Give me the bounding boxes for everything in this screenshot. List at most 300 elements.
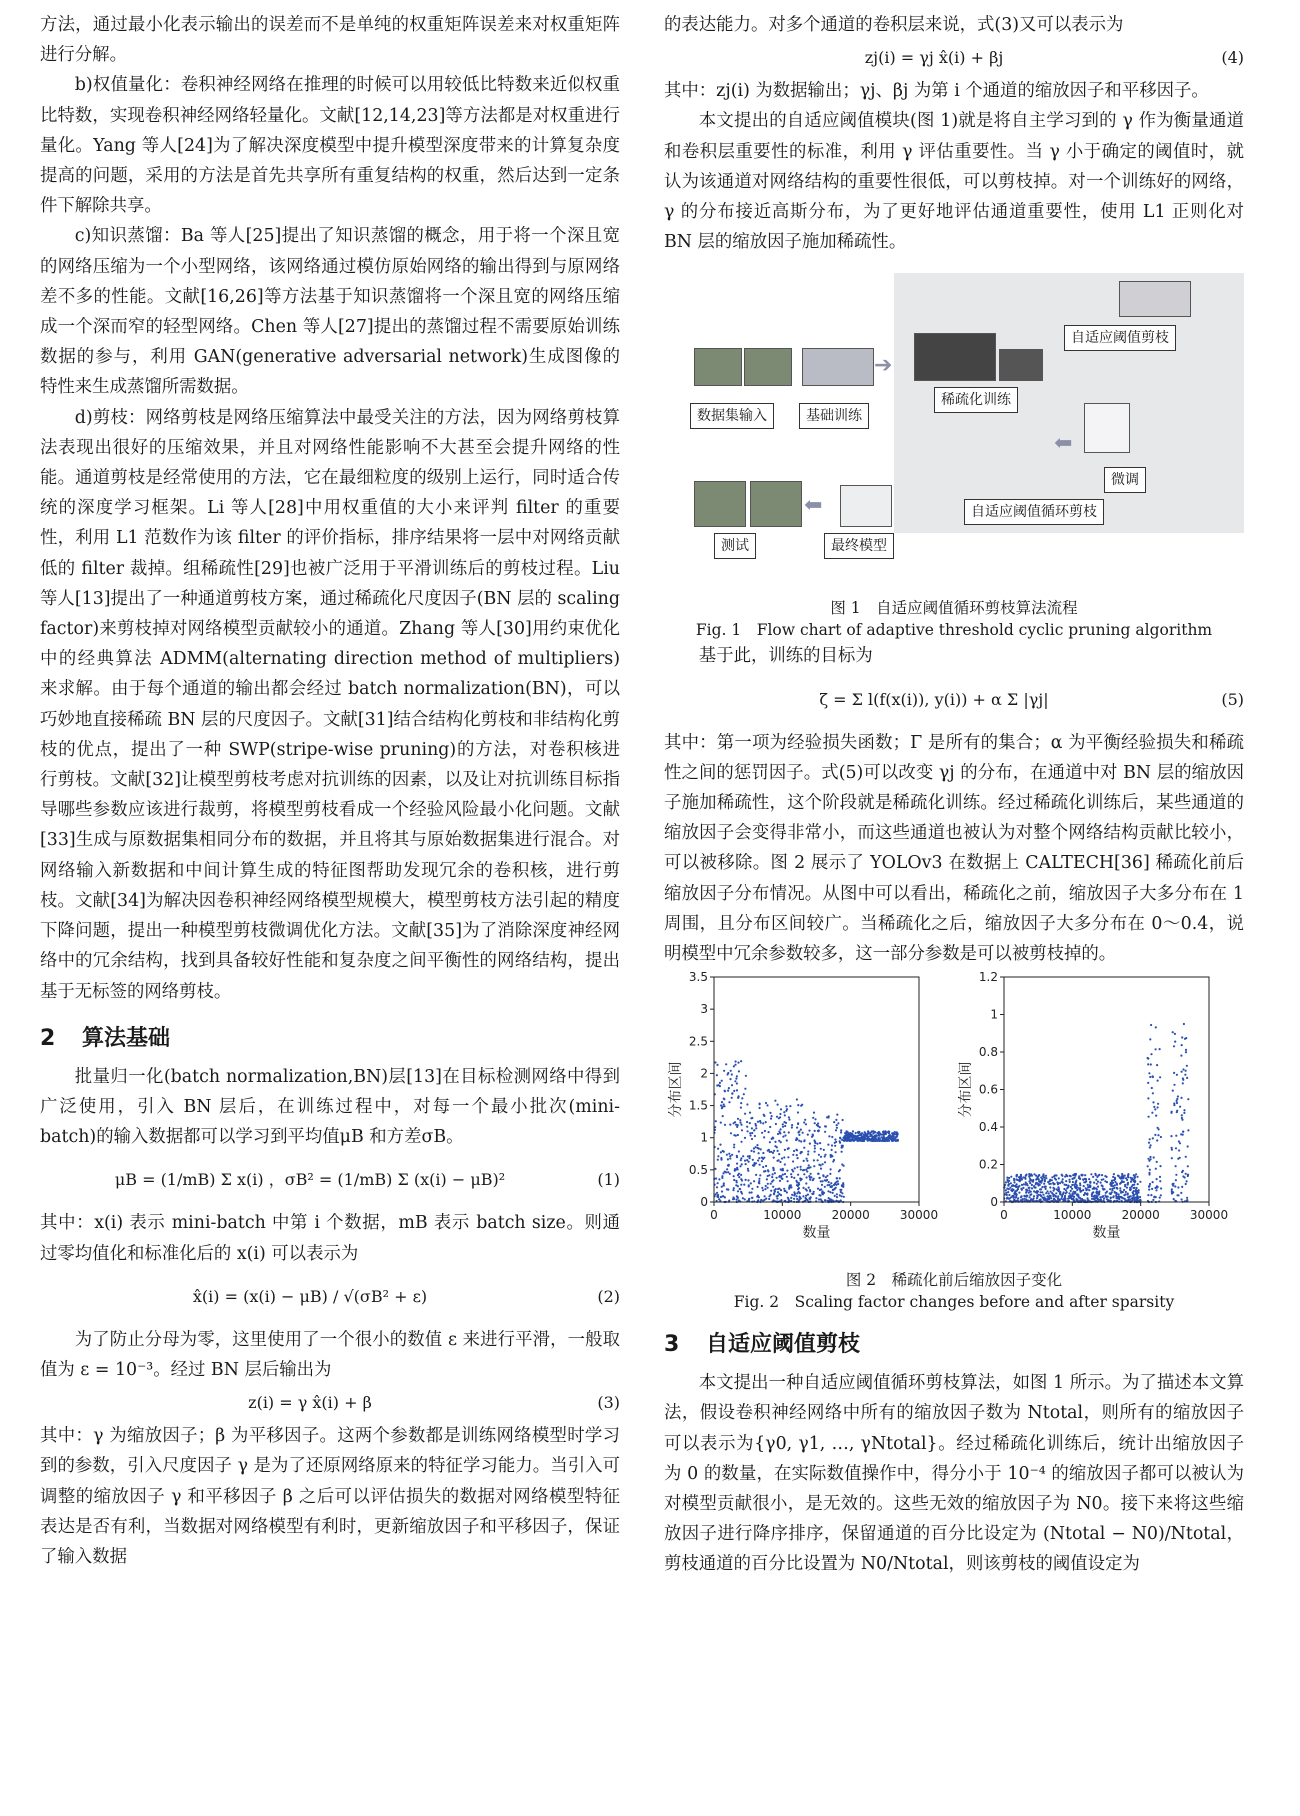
data-point bbox=[821, 1184, 823, 1186]
data-point bbox=[874, 1139, 876, 1141]
data-point bbox=[728, 1101, 730, 1103]
data-point bbox=[841, 1184, 843, 1186]
data-point bbox=[1181, 1037, 1183, 1039]
data-point bbox=[1072, 1194, 1074, 1196]
data-point bbox=[767, 1171, 769, 1173]
data-point bbox=[748, 1161, 750, 1163]
data-point bbox=[862, 1139, 864, 1141]
data-point bbox=[744, 1199, 746, 1201]
data-point bbox=[1025, 1198, 1027, 1200]
data-point bbox=[1045, 1188, 1047, 1190]
data-point bbox=[1150, 1053, 1152, 1055]
data-point bbox=[1159, 1165, 1161, 1167]
data-point bbox=[1147, 1057, 1149, 1059]
histogram-image bbox=[914, 333, 996, 381]
data-point bbox=[888, 1137, 890, 1139]
data-point bbox=[798, 1131, 800, 1133]
data-point bbox=[767, 1175, 769, 1177]
data-point bbox=[1045, 1192, 1047, 1194]
data-point bbox=[736, 1163, 738, 1165]
data-point bbox=[1058, 1190, 1060, 1192]
data-point bbox=[741, 1129, 743, 1131]
data-point bbox=[865, 1135, 867, 1137]
data-point bbox=[734, 1080, 736, 1082]
data-point bbox=[1177, 1096, 1179, 1098]
data-point bbox=[764, 1188, 766, 1190]
data-point bbox=[1150, 1024, 1152, 1026]
data-point bbox=[1087, 1198, 1089, 1200]
data-point bbox=[1080, 1174, 1082, 1176]
data-point bbox=[1148, 1174, 1150, 1176]
y-tick-label: 0.8 bbox=[978, 1045, 998, 1060]
data-point bbox=[796, 1154, 798, 1156]
data-point bbox=[737, 1174, 739, 1176]
data-point bbox=[1126, 1187, 1128, 1189]
data-point bbox=[777, 1195, 779, 1197]
data-point bbox=[1096, 1195, 1098, 1197]
data-point bbox=[763, 1157, 765, 1159]
figure-2-charts bbox=[664, 969, 1244, 1269]
data-point bbox=[776, 1198, 778, 1200]
data-point bbox=[857, 1131, 859, 1133]
paragraph: 本文提出的自适应阈值模块(图 1)就是将自主学习到的 γ 作为衡量通道和卷积层重要性的标准，利用 γ 评估重要性。当 γ 小于确定的阈值时，就认为该通道对网络结构的重要性很低，可以剪枝掉。对一个训练好的网络，γ 的分布接近高斯分布，为了更好地评估通道重要性，使用 L1 正则化对 BN 层的缩放因子施加稀疏性。 bbox=[664, 111, 1244, 253]
data-point bbox=[1017, 1197, 1019, 1199]
data-point bbox=[1132, 1197, 1134, 1199]
data-point bbox=[734, 1064, 736, 1066]
data-point bbox=[1149, 1076, 1151, 1078]
data-point bbox=[746, 1126, 748, 1128]
data-point bbox=[798, 1134, 800, 1136]
data-point bbox=[1133, 1190, 1135, 1192]
data-point bbox=[846, 1131, 848, 1133]
data-point bbox=[747, 1180, 749, 1182]
data-point bbox=[837, 1183, 839, 1185]
scatter-chart-after bbox=[954, 969, 1229, 1254]
data-point bbox=[792, 1161, 794, 1163]
dataset-image bbox=[694, 348, 742, 386]
data-point bbox=[742, 1155, 744, 1157]
data-point bbox=[1049, 1179, 1051, 1181]
data-point bbox=[1111, 1180, 1113, 1182]
data-point bbox=[730, 1070, 732, 1072]
data-point bbox=[883, 1136, 885, 1138]
data-point bbox=[1028, 1187, 1030, 1189]
data-point bbox=[1187, 1175, 1189, 1177]
data-point bbox=[1043, 1177, 1045, 1179]
data-point bbox=[814, 1118, 816, 1120]
data-point bbox=[779, 1175, 781, 1177]
figure-1-flowchart bbox=[664, 263, 1244, 593]
data-point bbox=[840, 1200, 842, 1202]
data-point bbox=[786, 1140, 788, 1142]
data-point bbox=[1186, 1077, 1188, 1079]
data-point bbox=[1041, 1180, 1043, 1182]
data-point bbox=[763, 1137, 765, 1139]
data-point bbox=[764, 1130, 766, 1132]
paragraph: 为了防止分母为零，这里使用了一个很小的数值 ε 来进行平滑，一般取值为 ε = 10⁻³。经过 BN 层后输出为 bbox=[40, 1329, 620, 1380]
data-point bbox=[727, 1159, 729, 1161]
data-point bbox=[774, 1191, 776, 1193]
data-point bbox=[751, 1197, 753, 1199]
data-point bbox=[1187, 1098, 1189, 1100]
data-point bbox=[1186, 1065, 1188, 1067]
data-point bbox=[1116, 1184, 1118, 1186]
data-point bbox=[758, 1148, 760, 1150]
data-point bbox=[765, 1165, 767, 1167]
data-point bbox=[767, 1187, 769, 1189]
data-point bbox=[819, 1189, 821, 1191]
data-point bbox=[744, 1160, 746, 1162]
data-point bbox=[1129, 1187, 1131, 1189]
data-point bbox=[822, 1180, 824, 1182]
data-point bbox=[1073, 1196, 1075, 1198]
data-point bbox=[1123, 1189, 1125, 1191]
data-point bbox=[783, 1111, 785, 1113]
data-point bbox=[754, 1135, 756, 1137]
data-point bbox=[1180, 1055, 1182, 1057]
data-point bbox=[817, 1159, 819, 1161]
data-point bbox=[829, 1200, 831, 1202]
data-point bbox=[758, 1152, 760, 1154]
data-point bbox=[1058, 1199, 1060, 1201]
test-image bbox=[694, 481, 746, 527]
data-point bbox=[768, 1131, 770, 1133]
data-point bbox=[717, 1159, 719, 1161]
data-point bbox=[770, 1183, 772, 1185]
data-point bbox=[1114, 1178, 1116, 1180]
data-point bbox=[852, 1136, 854, 1138]
data-point bbox=[1037, 1191, 1039, 1193]
data-point bbox=[774, 1141, 776, 1143]
data-point bbox=[732, 1189, 734, 1191]
data-point bbox=[798, 1140, 800, 1142]
data-point bbox=[879, 1138, 881, 1140]
data-point bbox=[753, 1180, 755, 1182]
data-point bbox=[744, 1113, 746, 1115]
data-point bbox=[1105, 1192, 1107, 1194]
data-point bbox=[823, 1149, 825, 1151]
y-tick-label: 3 bbox=[700, 1002, 708, 1017]
data-point bbox=[762, 1166, 764, 1168]
data-point bbox=[876, 1139, 878, 1141]
data-point bbox=[1180, 1192, 1182, 1194]
data-point bbox=[1156, 1178, 1158, 1180]
data-point bbox=[790, 1187, 792, 1189]
data-point bbox=[814, 1130, 816, 1132]
data-point bbox=[802, 1187, 804, 1189]
data-point bbox=[782, 1136, 784, 1138]
data-point bbox=[831, 1149, 833, 1151]
data-point bbox=[738, 1096, 740, 1098]
data-point bbox=[816, 1143, 818, 1145]
data-point bbox=[1093, 1196, 1095, 1198]
data-point bbox=[1185, 1173, 1187, 1175]
data-point bbox=[772, 1179, 774, 1181]
data-point bbox=[1182, 1079, 1184, 1081]
y-tick-label: 0 bbox=[700, 1195, 708, 1210]
data-point bbox=[1024, 1177, 1026, 1179]
data-point bbox=[851, 1134, 853, 1136]
arrow-left-icon: ⬅ bbox=[1054, 431, 1073, 457]
data-point bbox=[1076, 1194, 1078, 1196]
data-point bbox=[1085, 1187, 1087, 1189]
data-point bbox=[1159, 1048, 1161, 1050]
data-point bbox=[805, 1183, 807, 1185]
data-point bbox=[814, 1122, 816, 1124]
data-point bbox=[1037, 1176, 1039, 1178]
data-point bbox=[788, 1117, 790, 1119]
data-point bbox=[791, 1176, 793, 1178]
data-point bbox=[851, 1139, 853, 1141]
data-point bbox=[1150, 1064, 1152, 1066]
data-point bbox=[1159, 1180, 1161, 1182]
data-point bbox=[1175, 1165, 1177, 1167]
data-point bbox=[1029, 1175, 1031, 1177]
data-point bbox=[781, 1158, 783, 1160]
y-tick-label: 0.5 bbox=[688, 1163, 708, 1178]
data-point bbox=[1031, 1184, 1033, 1186]
data-point bbox=[733, 1187, 735, 1189]
data-point bbox=[1139, 1196, 1141, 1198]
data-point bbox=[721, 1175, 723, 1177]
data-point bbox=[749, 1157, 751, 1159]
data-point bbox=[842, 1119, 844, 1121]
data-point bbox=[1016, 1194, 1018, 1196]
data-point bbox=[1069, 1175, 1071, 1177]
equation bbox=[40, 1152, 620, 1208]
data-point bbox=[846, 1136, 848, 1138]
data-point bbox=[823, 1175, 825, 1177]
data-point bbox=[836, 1177, 838, 1179]
data-point bbox=[1174, 1033, 1176, 1035]
figure-2-caption-cn: 图 2 稀疏化前后缩放因子变化 bbox=[845, 1271, 1063, 1290]
data-point bbox=[741, 1098, 743, 1100]
data-point bbox=[733, 1146, 735, 1148]
data-point bbox=[1046, 1200, 1048, 1202]
data-point bbox=[729, 1155, 731, 1157]
data-point bbox=[1085, 1178, 1087, 1180]
data-point bbox=[793, 1177, 795, 1179]
data-point bbox=[1076, 1189, 1078, 1191]
data-point bbox=[835, 1182, 837, 1184]
data-point bbox=[1136, 1176, 1138, 1178]
data-point bbox=[1118, 1195, 1120, 1197]
data-point bbox=[1079, 1184, 1081, 1186]
data-point bbox=[740, 1159, 742, 1161]
data-point bbox=[861, 1132, 863, 1134]
data-point bbox=[759, 1175, 761, 1177]
data-point bbox=[727, 1090, 729, 1092]
data-point bbox=[1124, 1184, 1126, 1186]
base-training-box: 基础训练 bbox=[799, 403, 869, 429]
data-point bbox=[749, 1192, 751, 1194]
section-title: 算法基础 bbox=[82, 1025, 171, 1051]
data-point bbox=[792, 1154, 794, 1156]
data-point bbox=[1078, 1175, 1080, 1177]
data-point bbox=[1156, 1140, 1158, 1142]
data-point bbox=[1112, 1182, 1114, 1184]
data-point bbox=[818, 1164, 820, 1166]
data-point bbox=[787, 1197, 789, 1199]
data-point bbox=[1065, 1180, 1067, 1182]
data-point bbox=[1148, 1160, 1150, 1162]
data-point bbox=[841, 1151, 843, 1153]
data-point bbox=[1061, 1181, 1063, 1183]
data-point bbox=[1068, 1192, 1070, 1194]
data-point bbox=[844, 1132, 846, 1134]
data-point bbox=[839, 1169, 841, 1171]
data-point bbox=[769, 1126, 771, 1128]
data-point bbox=[763, 1115, 765, 1117]
data-point bbox=[780, 1109, 782, 1111]
data-point bbox=[786, 1108, 788, 1110]
x-tick-label: 20000 bbox=[1121, 1208, 1160, 1223]
data-point bbox=[799, 1192, 801, 1194]
data-point bbox=[794, 1193, 796, 1195]
figure-1-caption-en: Fig. 1 Flow chart of adaptive threshold cyclic pruning algorithm bbox=[695, 621, 1213, 640]
data-point bbox=[724, 1124, 726, 1126]
data-point bbox=[803, 1147, 805, 1149]
section-heading bbox=[664, 1327, 1244, 1358]
data-point bbox=[1122, 1176, 1124, 1178]
data-point bbox=[796, 1149, 798, 1151]
data-point bbox=[1150, 1145, 1152, 1147]
data-point bbox=[797, 1112, 799, 1114]
data-point bbox=[882, 1131, 884, 1133]
y-axis-label: 分布区间 bbox=[668, 1061, 684, 1118]
data-point bbox=[1147, 1064, 1149, 1066]
data-point bbox=[1021, 1189, 1023, 1191]
data-point bbox=[1037, 1185, 1039, 1187]
data-point bbox=[1183, 1109, 1185, 1111]
data-point bbox=[868, 1138, 870, 1140]
data-point bbox=[716, 1085, 718, 1087]
data-point bbox=[738, 1176, 740, 1178]
data-point bbox=[818, 1130, 820, 1132]
data-point bbox=[749, 1112, 751, 1114]
data-point bbox=[1119, 1187, 1121, 1189]
data-point bbox=[1133, 1187, 1135, 1189]
data-point bbox=[757, 1186, 759, 1188]
data-point bbox=[1033, 1195, 1035, 1197]
data-point bbox=[795, 1180, 797, 1182]
data-point bbox=[819, 1195, 821, 1197]
data-point bbox=[721, 1186, 723, 1188]
data-point bbox=[1176, 1111, 1178, 1113]
data-point bbox=[1072, 1181, 1074, 1183]
data-point bbox=[797, 1157, 799, 1159]
data-point bbox=[789, 1105, 791, 1107]
data-point bbox=[835, 1151, 837, 1153]
data-point bbox=[778, 1160, 780, 1162]
data-point bbox=[1184, 1074, 1186, 1076]
data-point bbox=[1015, 1197, 1017, 1199]
equation-body: zj(i) = γj x̂(i) + βj bbox=[864, 48, 1004, 68]
data-point bbox=[1058, 1188, 1060, 1190]
data-point bbox=[750, 1150, 752, 1152]
data-point bbox=[1179, 1157, 1181, 1159]
data-point bbox=[750, 1183, 752, 1185]
data-point bbox=[1125, 1191, 1127, 1193]
data-point bbox=[784, 1115, 786, 1117]
final-model-box: 最终模型 bbox=[824, 533, 894, 559]
data-point bbox=[762, 1152, 764, 1154]
data-point bbox=[1118, 1175, 1120, 1177]
data-point bbox=[1128, 1199, 1130, 1201]
data-point bbox=[1083, 1194, 1085, 1196]
data-point bbox=[1115, 1195, 1117, 1197]
data-point bbox=[1007, 1191, 1009, 1193]
test-image bbox=[750, 481, 802, 527]
data-point bbox=[779, 1133, 781, 1135]
data-point bbox=[830, 1169, 832, 1171]
equation-number: (3) bbox=[597, 1393, 620, 1413]
data-point bbox=[765, 1121, 767, 1123]
data-point bbox=[1078, 1197, 1080, 1199]
data-point bbox=[1091, 1195, 1093, 1197]
data-point bbox=[714, 1168, 716, 1170]
data-point bbox=[817, 1188, 819, 1190]
data-point bbox=[723, 1151, 725, 1153]
data-point bbox=[1018, 1180, 1020, 1182]
data-point bbox=[1033, 1173, 1035, 1175]
data-point bbox=[1148, 1072, 1150, 1074]
data-point bbox=[762, 1123, 764, 1125]
data-point bbox=[800, 1169, 802, 1171]
data-point bbox=[1160, 1188, 1162, 1190]
data-point bbox=[758, 1157, 760, 1159]
data-point bbox=[722, 1115, 724, 1117]
data-point bbox=[1036, 1195, 1038, 1197]
data-point bbox=[867, 1131, 869, 1133]
data-point bbox=[843, 1140, 845, 1142]
data-point bbox=[774, 1172, 776, 1174]
data-point bbox=[878, 1131, 880, 1133]
data-point bbox=[729, 1173, 731, 1175]
data-point bbox=[1021, 1179, 1023, 1181]
data-point bbox=[807, 1154, 809, 1156]
data-point bbox=[1179, 1106, 1181, 1108]
data-point bbox=[1068, 1197, 1070, 1199]
data-point bbox=[1055, 1192, 1057, 1194]
data-point bbox=[843, 1165, 845, 1167]
data-point bbox=[1097, 1186, 1099, 1188]
data-point bbox=[808, 1165, 810, 1167]
data-point bbox=[1106, 1181, 1108, 1183]
data-point bbox=[809, 1143, 811, 1145]
data-point bbox=[1181, 1044, 1183, 1046]
data-point bbox=[720, 1122, 722, 1124]
data-point bbox=[1173, 1084, 1175, 1086]
y-tick-label: 1.2 bbox=[978, 970, 998, 985]
data-point bbox=[814, 1141, 816, 1143]
data-point bbox=[1154, 1109, 1156, 1111]
data-point bbox=[1045, 1177, 1047, 1179]
data-point bbox=[802, 1196, 804, 1198]
data-point bbox=[795, 1139, 797, 1141]
data-point bbox=[716, 1192, 718, 1194]
data-point bbox=[871, 1131, 873, 1133]
data-point bbox=[1082, 1179, 1084, 1181]
data-point bbox=[1036, 1197, 1038, 1199]
data-point bbox=[842, 1145, 844, 1147]
data-point bbox=[775, 1188, 777, 1190]
data-point bbox=[1159, 1076, 1161, 1078]
data-point bbox=[738, 1071, 740, 1073]
data-point bbox=[824, 1199, 826, 1201]
data-point bbox=[798, 1199, 800, 1201]
data-point bbox=[720, 1196, 722, 1198]
